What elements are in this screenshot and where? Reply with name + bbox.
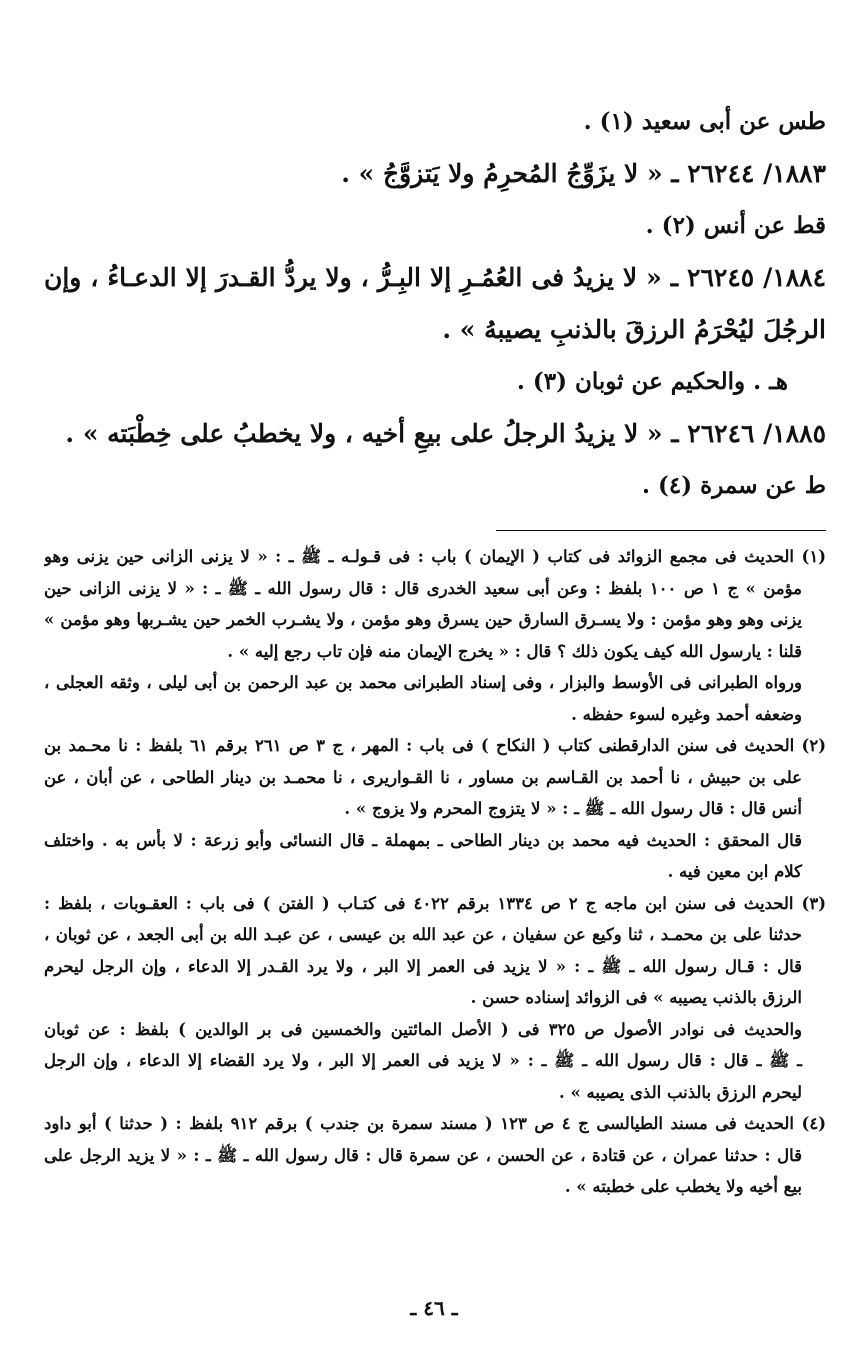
footnote-line: وضعفه أحمد وغيره لسوء حفظه . (571, 704, 802, 724)
footnotes (44, 541, 826, 1203)
footnote-line: كلام ابن معين فيه . (667, 862, 802, 881)
hadith-1884-continued: الرجُلَ ليُحْرَمُ الرزقَ بالذنبِ يصيبهُ » . (442, 315, 826, 344)
hadith-1885: ١٨٨٥/ ٢٦٢٤٦ ـ « لا يزيدُ الرجلُ على بيعِ أخيه ، ولا يخطبُ على خِطْبَته » . (65, 419, 826, 448)
footnote-3: (٣) الحديث فى سنن ابن ماجه ج ٢ ص ١٣٣٤ برقم ٤٠٢٢ فى كتـاب ( الفتن ) فى باب : العقـوبات ، بلفظ : (44, 893, 826, 913)
footnote-line: على بن حبيش ، نا أحمد بن القـاسم بن مساور ، نا القـواريرى ، نا محمـد بن دينار الطاحى ، عن أبان ، عن (44, 767, 802, 787)
footnote-1: (١) الحديث فى مجمع الزوائد فى كتاب ( الإيمان ) باب : فى قـولـه ـ ﷺ ـ : « لا يزنى الزانى حين يزنى وهو (44, 547, 826, 566)
footnote-2: (٢) الحديث فى سنن الدارقطنى كتاب ( النكاح ) فى باب : المهر ، ج ٣ ص ٢٦١ برقم ٦١ بلفظ : نا محـمد بن (44, 736, 826, 755)
footnote-line: بيع أخيه ولا يخطب على خطبته » . (564, 1177, 802, 1196)
main-text (44, 96, 826, 512)
footnote-line: يزنى وهو وهو مؤمن : ولا يسـرق السارق حين يسرق وهو مؤمن ، ولا يشـرب الخمر حين يشـربها وهو مؤمن » (44, 610, 802, 629)
source-line: هـ . والحكيم عن ثوبان (٣) . (516, 368, 788, 395)
footnote-line: ورواه الطبرانى فى الأوسط والبزار ، وفى إسناد الطبرانى محمد بن عبد الرحمن بن أبى ليلى ، وثقه العجلى ، (44, 673, 802, 692)
footnote-4: (٤) الحديث فى مسند الطيالسى ج ٤ ص ١٢٣ ( مسند سمرة بن جندب ) برقم ٩١٢ بلفظ : ( حدثنا ) أبو داود (44, 1114, 826, 1133)
footnote-divider (496, 530, 826, 531)
footnote-line: قال المحقق : الحديث فيه محمد بن دينار الطاحى ـ بمهملة ـ قال النسائى وأبو زرعة : لا بأس به . واختلف (44, 830, 802, 850)
footnote-line: الرزق بالذنب يصيبه » فى الزوائد إسناده حسن . (470, 988, 802, 1007)
footnote-line: قلنا : يارسول الله كيف يكون ذلك ؟ قال : « يخرج الإيمان منه فإن تاب رجع إليه » . (227, 641, 802, 661)
page-number: ـ ٤٦ ـ (410, 1296, 458, 1320)
footnote-line: قال : قـال رسول الله ـ ﷺ ـ : « لا يزيد فى العمر إلا البر ، ولا يرد القـدر إلا الدعاء ، وإن الرجل ليحرم (44, 956, 802, 976)
footnote-line: ليحرم الرزق بالذنب الذى يصيبه » . (559, 1082, 802, 1102)
footnote-line: مؤمن » ج ١ ص ١٠٠ بلفظ : وعن أبى سعيد الخدرى قال : قال رسول الله ـ ﷺ ـ : « لا يزنى الزانى حين (44, 578, 802, 598)
source-line: ط عن سمرة (٤) . (642, 472, 826, 499)
footnote-line: والحديث فى نوادر الأصول ص ٣٢٥ فى ( الأصل المائتين والخمسين فى بر الوالدين ) بلفظ : عن ثوبان (44, 1019, 802, 1039)
footnote-line: حدثنا على بن محمـد ، ثنا وكيع عن سفيان ، عن عبد الله بن عيسى ، عن عبـد الله بن أبى الجعد ، عن ثوبان ، (44, 925, 802, 944)
hadith-1884: ١٨٨٤/ ٢٦٢٤٥ ـ « لا يزيدُ فى العُمُـرِ إلا البِـرُّ ، ولا يردُّ القـدرَ إلا الدعـاءُ ، وإن (44, 263, 826, 292)
source-line: قط عن أنس (٢) . (645, 212, 826, 239)
hadith-1883: ١٨٨٣/ ٢٦٢٤٤ ـ « لا يزَوِّجُ المُحرِمُ ولا يَتزوَّجُ » . (341, 159, 826, 188)
footnote-line: أنس قال : قال رسول الله ـ ﷺ ـ : « لا يتزوج المحرم ولا يزوج » . (344, 799, 802, 818)
source-line: طس عن أبى سعيد (١) . (583, 108, 826, 135)
footnote-line: ـ ﷺ ـ قال : قال رسول الله ـ ﷺ ـ : « لا يزيد فى العمر إلا البر ، ولا يرد القضاء إلا الدعاء ، وإن الرجل (44, 1051, 802, 1070)
footnote-line: قال : حدثنا عمران ، عن قتادة ، عن الحسن ، عن سمرة قال : قال رسول الله ـ ﷺ ـ : « لا يزيد الرجل على (44, 1145, 802, 1165)
